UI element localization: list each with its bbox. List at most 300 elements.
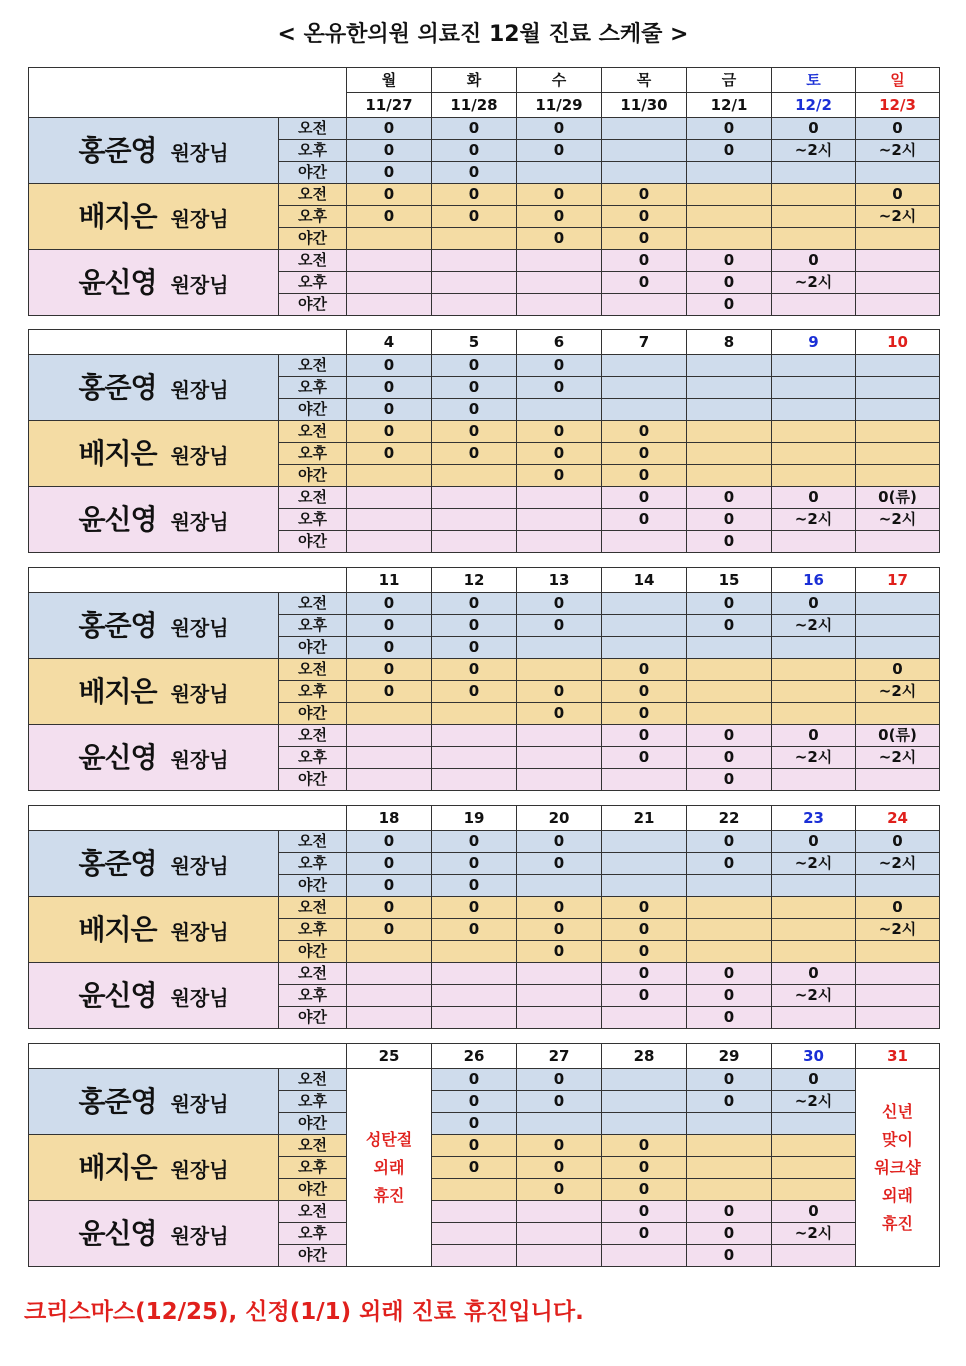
header-blank bbox=[29, 806, 347, 831]
schedule-cell bbox=[517, 1201, 602, 1223]
schedule-cell: 0 bbox=[517, 206, 602, 228]
schedule-cell bbox=[772, 443, 856, 465]
date-label: 17 bbox=[856, 568, 940, 593]
schedule-cell bbox=[432, 487, 517, 509]
period-label-am: 오전 bbox=[279, 355, 347, 377]
schedule-cell: 0 bbox=[602, 443, 687, 465]
schedule-cell: 0 bbox=[687, 272, 772, 294]
schedule-cell bbox=[772, 465, 856, 487]
schedule-cell bbox=[347, 272, 432, 294]
schedule-cell bbox=[687, 184, 772, 206]
date-label: 31 bbox=[856, 1044, 940, 1069]
period-label-am: 오전 bbox=[279, 659, 347, 681]
schedule-cell: 0 bbox=[602, 1157, 687, 1179]
period-label-pm: 오후 bbox=[279, 206, 347, 228]
schedule-row-am bbox=[29, 659, 940, 681]
date-label: 4 bbox=[347, 330, 432, 355]
week-table-1 bbox=[28, 67, 940, 316]
period-label-pm: 오후 bbox=[279, 1091, 347, 1113]
schedule-cell bbox=[856, 250, 940, 272]
schedule-cell bbox=[602, 769, 687, 791]
schedule-cell: 0 bbox=[432, 377, 517, 399]
schedule-cell: 0 bbox=[347, 377, 432, 399]
doctor-title: 원장님 bbox=[170, 747, 229, 772]
schedule-cell bbox=[347, 985, 432, 1007]
doctor-cell bbox=[29, 1135, 279, 1201]
doctor-title: 원장님 bbox=[170, 681, 229, 706]
date-label: 12/1 bbox=[687, 93, 772, 118]
schedule-cell: 0 bbox=[432, 831, 517, 853]
schedule-cell bbox=[856, 443, 940, 465]
schedule-cell: 0 bbox=[347, 659, 432, 681]
date-label: 25 bbox=[347, 1044, 432, 1069]
doctor-name: 홍준영 bbox=[78, 608, 157, 642]
schedule-cell: 0 bbox=[432, 184, 517, 206]
schedule-cell bbox=[856, 593, 940, 615]
period-label-pm: 오후 bbox=[279, 509, 347, 531]
schedule-cell: 0 bbox=[687, 615, 772, 637]
doctor-name: 홍준영 bbox=[78, 370, 157, 404]
period-label-night: 야간 bbox=[279, 1113, 347, 1135]
doctor-name: 홍준영 bbox=[78, 1084, 157, 1118]
schedule-cell: ~2시 bbox=[856, 747, 940, 769]
period-label-pm: 오후 bbox=[279, 1157, 347, 1179]
schedule-cell bbox=[517, 985, 602, 1007]
schedule-cell: 0 bbox=[687, 1091, 772, 1113]
schedule-cell: 0 bbox=[517, 897, 602, 919]
schedule-cell: 0 bbox=[517, 465, 602, 487]
schedule-cell bbox=[772, 206, 856, 228]
schedule-cell bbox=[856, 399, 940, 421]
schedule-cell bbox=[856, 941, 940, 963]
period-label-night: 야간 bbox=[279, 1179, 347, 1201]
schedule-cell bbox=[432, 294, 517, 316]
schedule-cell bbox=[772, 531, 856, 553]
doctor-name: 윤신영 bbox=[78, 1216, 157, 1250]
schedule-cell bbox=[602, 593, 687, 615]
weekday-label: 토 bbox=[772, 68, 856, 93]
header-blank bbox=[29, 330, 347, 355]
doctor-title: 원장님 bbox=[170, 919, 229, 944]
schedule-cell bbox=[772, 184, 856, 206]
schedule-cell bbox=[432, 1201, 517, 1223]
schedule-cell: 0 bbox=[517, 1157, 602, 1179]
schedule-cell bbox=[432, 963, 517, 985]
schedule-cell bbox=[687, 206, 772, 228]
schedule-cell bbox=[602, 1091, 687, 1113]
schedule-cell: 0 bbox=[347, 399, 432, 421]
schedule-cell bbox=[432, 1223, 517, 1245]
schedule-row-am bbox=[29, 184, 940, 206]
schedule-cell: 0 bbox=[602, 1179, 687, 1201]
doctor-cell bbox=[29, 725, 279, 791]
doctor-name: 배지은 bbox=[78, 674, 157, 708]
schedule-cell: 0 bbox=[347, 897, 432, 919]
schedule-cell bbox=[772, 1007, 856, 1029]
period-label-pm: 오후 bbox=[279, 919, 347, 941]
date-label: 26 bbox=[432, 1044, 517, 1069]
schedule-cell bbox=[517, 1223, 602, 1245]
schedule-cell bbox=[347, 531, 432, 553]
schedule-cell: 0 bbox=[687, 1245, 772, 1267]
schedule-cell: ~2시 bbox=[856, 853, 940, 875]
schedule-cell: 0 bbox=[687, 250, 772, 272]
schedule-cell bbox=[856, 294, 940, 316]
period-label-night: 야간 bbox=[279, 875, 347, 897]
schedule-cell: 0 bbox=[687, 118, 772, 140]
schedule-cell: 0 bbox=[432, 355, 517, 377]
schedule-cell: 0 bbox=[687, 769, 772, 791]
schedule-cell bbox=[856, 531, 940, 553]
schedule-cell: 0 bbox=[517, 228, 602, 250]
doctor-name: 윤신영 bbox=[78, 265, 157, 299]
schedule-cell: 0 bbox=[517, 1179, 602, 1201]
period-label-am: 오전 bbox=[279, 118, 347, 140]
schedule-cell: 0 bbox=[687, 1223, 772, 1245]
schedule-cell: 0 bbox=[687, 140, 772, 162]
schedule-cell: 0 bbox=[687, 1201, 772, 1223]
schedule-cell: 0 bbox=[517, 941, 602, 963]
doctor-name: 배지은 bbox=[78, 912, 157, 946]
schedule-cell bbox=[772, 919, 856, 941]
schedule-cell bbox=[856, 355, 940, 377]
doctor-cell bbox=[29, 659, 279, 725]
weekday-header-row bbox=[29, 68, 940, 93]
weekday-label: 일 bbox=[856, 68, 940, 93]
period-label-night: 야간 bbox=[279, 1245, 347, 1267]
schedule-cell bbox=[347, 250, 432, 272]
schedule-cell bbox=[687, 228, 772, 250]
schedule-cell: ~2시 bbox=[772, 1091, 856, 1113]
schedule-cell bbox=[772, 703, 856, 725]
schedule-cell bbox=[602, 615, 687, 637]
period-label-am: 오전 bbox=[279, 593, 347, 615]
date-label: 11/28 bbox=[432, 93, 517, 118]
schedule-cell bbox=[602, 355, 687, 377]
schedule-cell: 0 bbox=[687, 831, 772, 853]
schedule-cell: 0 bbox=[432, 593, 517, 615]
schedule-cell: ~2시 bbox=[772, 140, 856, 162]
schedule-cell: 0 bbox=[432, 659, 517, 681]
schedule-cell: 0 bbox=[602, 421, 687, 443]
schedule-cell: 0 bbox=[602, 1223, 687, 1245]
schedule-cell: 0 bbox=[517, 919, 602, 941]
period-label-night: 야간 bbox=[279, 531, 347, 553]
period-label-am: 오전 bbox=[279, 897, 347, 919]
header-blank bbox=[29, 568, 347, 593]
date-header-row bbox=[29, 1044, 940, 1069]
schedule-cell bbox=[687, 162, 772, 184]
schedule-cell bbox=[602, 140, 687, 162]
schedule-cell: 0 bbox=[772, 1201, 856, 1223]
schedule-cell: 0 bbox=[772, 1069, 856, 1091]
schedule-cell bbox=[432, 1179, 517, 1201]
schedule-cell: 0 bbox=[347, 206, 432, 228]
schedule-cell bbox=[602, 853, 687, 875]
period-label-am: 오전 bbox=[279, 1201, 347, 1223]
schedule-cell: 0(류) bbox=[856, 725, 940, 747]
schedule-cell bbox=[517, 162, 602, 184]
schedule-cell bbox=[856, 421, 940, 443]
schedule-cell bbox=[347, 941, 432, 963]
schedule-cell bbox=[602, 831, 687, 853]
schedule-cell bbox=[432, 1007, 517, 1029]
schedule-row-am bbox=[29, 1135, 940, 1157]
schedule-cell bbox=[687, 637, 772, 659]
period-label-night: 야간 bbox=[279, 769, 347, 791]
schedule-cell bbox=[602, 1113, 687, 1135]
schedule-cell: ~2시 bbox=[856, 919, 940, 941]
schedule-cell: 0 bbox=[687, 1069, 772, 1091]
schedule-cell: 0 bbox=[602, 747, 687, 769]
schedule-cell: 0 bbox=[432, 1113, 517, 1135]
schedule-row-am bbox=[29, 897, 940, 919]
schedule-cell bbox=[517, 272, 602, 294]
schedule-cell bbox=[687, 421, 772, 443]
schedule-cell: 0 bbox=[517, 184, 602, 206]
schedule-cell bbox=[432, 747, 517, 769]
schedule-cell bbox=[517, 747, 602, 769]
date-label: 20 bbox=[517, 806, 602, 831]
period-label-pm: 오후 bbox=[279, 615, 347, 637]
date-label: 28 bbox=[602, 1044, 687, 1069]
schedule-cell: 0 bbox=[432, 1157, 517, 1179]
date-label: 12/2 bbox=[772, 93, 856, 118]
schedule-cell bbox=[432, 228, 517, 250]
schedule-cell bbox=[602, 1069, 687, 1091]
schedule-cell: 0 bbox=[602, 985, 687, 1007]
schedule-row-am bbox=[29, 421, 940, 443]
schedule-cell: 0 bbox=[347, 637, 432, 659]
date-label: 5 bbox=[432, 330, 517, 355]
schedule-cell bbox=[432, 703, 517, 725]
schedule-cell bbox=[347, 487, 432, 509]
schedule-cell bbox=[347, 228, 432, 250]
doctor-cell bbox=[29, 355, 279, 421]
schedule-cell: 0 bbox=[772, 250, 856, 272]
schedule-cell: 0 bbox=[517, 1069, 602, 1091]
schedule-cell bbox=[687, 377, 772, 399]
period-label-night: 야간 bbox=[279, 703, 347, 725]
schedule-cell bbox=[517, 659, 602, 681]
doctor-cell bbox=[29, 897, 279, 963]
doctor-name: 윤신영 bbox=[78, 502, 157, 536]
schedule-row-am bbox=[29, 593, 940, 615]
schedule-cell: 0 bbox=[432, 637, 517, 659]
schedule-row-am bbox=[29, 1069, 940, 1091]
schedule-cell: ~2시 bbox=[772, 615, 856, 637]
schedule-cell bbox=[772, 162, 856, 184]
period-label-pm: 오후 bbox=[279, 443, 347, 465]
schedule-cell: 0 bbox=[517, 681, 602, 703]
schedule-cell bbox=[347, 725, 432, 747]
schedule-cell bbox=[856, 615, 940, 637]
schedule-cell bbox=[772, 941, 856, 963]
period-label-night: 야간 bbox=[279, 465, 347, 487]
schedule-cell: 0 bbox=[432, 615, 517, 637]
period-label-pm: 오후 bbox=[279, 985, 347, 1007]
period-label-pm: 오후 bbox=[279, 747, 347, 769]
date-header-row bbox=[29, 568, 940, 593]
schedule-cell: 0 bbox=[432, 118, 517, 140]
schedule-cell bbox=[517, 875, 602, 897]
schedule-cell bbox=[772, 399, 856, 421]
weekday-label: 목 bbox=[602, 68, 687, 93]
doctor-name: 배지은 bbox=[78, 1150, 157, 1184]
schedule-cell: 0 bbox=[517, 443, 602, 465]
schedule-cell bbox=[347, 769, 432, 791]
weekday-label: 월 bbox=[347, 68, 432, 93]
schedule-cell bbox=[602, 377, 687, 399]
schedule-cell: 0 bbox=[772, 487, 856, 509]
schedule-cell bbox=[347, 703, 432, 725]
schedule-cell bbox=[856, 465, 940, 487]
schedule-cell: 0 bbox=[602, 725, 687, 747]
schedule-cell bbox=[687, 399, 772, 421]
schedule-cell: 0 bbox=[432, 875, 517, 897]
schedule-cell: 0 bbox=[687, 509, 772, 531]
date-label: 12 bbox=[432, 568, 517, 593]
period-label-night: 야간 bbox=[279, 162, 347, 184]
date-label: 9 bbox=[772, 330, 856, 355]
date-label: 11/29 bbox=[517, 93, 602, 118]
schedule-cell: 0 bbox=[772, 118, 856, 140]
schedule-cell: 0 bbox=[347, 162, 432, 184]
date-label: 10 bbox=[856, 330, 940, 355]
schedule-cell: 0 bbox=[432, 919, 517, 941]
doctor-title: 원장님 bbox=[170, 615, 229, 640]
doctor-title: 원장님 bbox=[170, 443, 229, 468]
schedule-cell: 0 bbox=[432, 1069, 517, 1091]
period-label-am: 오전 bbox=[279, 250, 347, 272]
schedule-cell bbox=[517, 1007, 602, 1029]
schedule-cell: 0 bbox=[432, 421, 517, 443]
schedule-cell bbox=[517, 963, 602, 985]
week-table-5 bbox=[28, 1043, 940, 1267]
schedule-cell: 0 bbox=[517, 140, 602, 162]
doctor-title: 원장님 bbox=[170, 509, 229, 534]
schedule-row-am bbox=[29, 250, 940, 272]
schedule-cell: 0 bbox=[602, 184, 687, 206]
schedule-cell: 0 bbox=[856, 831, 940, 853]
schedule-cell: 0 bbox=[347, 593, 432, 615]
schedule-cell: 0 bbox=[517, 355, 602, 377]
schedule-cell bbox=[517, 250, 602, 272]
date-header-row bbox=[29, 806, 940, 831]
schedule-cell bbox=[687, 1157, 772, 1179]
date-label: 27 bbox=[517, 1044, 602, 1069]
schedule-cell bbox=[517, 531, 602, 553]
schedule-cell: 0 bbox=[432, 443, 517, 465]
schedule-row-am bbox=[29, 831, 940, 853]
date-label: 13 bbox=[517, 568, 602, 593]
schedule-cell bbox=[687, 703, 772, 725]
schedule-cell: 0 bbox=[602, 681, 687, 703]
doctor-title: 원장님 bbox=[170, 377, 229, 402]
schedule-cell bbox=[602, 531, 687, 553]
schedule-cell bbox=[687, 941, 772, 963]
schedule-cell bbox=[772, 421, 856, 443]
schedule-cell bbox=[856, 377, 940, 399]
schedule-cell bbox=[517, 399, 602, 421]
doctor-cell bbox=[29, 421, 279, 487]
schedule-cell: 0 bbox=[517, 1135, 602, 1157]
schedule-cell: ~2시 bbox=[772, 1223, 856, 1245]
schedule-cell: ~2시 bbox=[856, 681, 940, 703]
weekday-label: 화 bbox=[432, 68, 517, 93]
date-label: 16 bbox=[772, 568, 856, 593]
schedule-cell: 0 bbox=[432, 1135, 517, 1157]
week-table-2 bbox=[28, 329, 940, 553]
schedule-cell: 0 bbox=[687, 747, 772, 769]
doctor-name: 윤신영 bbox=[78, 978, 157, 1012]
date-label: 18 bbox=[347, 806, 432, 831]
date-label: 7 bbox=[602, 330, 687, 355]
doctor-name: 윤신영 bbox=[78, 740, 157, 774]
doctor-title: 원장님 bbox=[170, 1157, 229, 1182]
period-label-am: 오전 bbox=[279, 487, 347, 509]
schedule-cell bbox=[772, 897, 856, 919]
page-title: < 온유한의원 의료진 12월 진료 스케줄 > bbox=[277, 22, 689, 47]
date-label: 11/27 bbox=[347, 93, 432, 118]
schedule-cell bbox=[856, 985, 940, 1007]
schedule-cell bbox=[602, 1007, 687, 1029]
schedule-cell bbox=[687, 443, 772, 465]
schedule-cell bbox=[856, 272, 940, 294]
schedule-cell bbox=[772, 377, 856, 399]
date-label: 23 bbox=[772, 806, 856, 831]
schedule-cell: ~2시 bbox=[772, 853, 856, 875]
schedule-cell bbox=[772, 875, 856, 897]
schedule-cell: 0 bbox=[432, 140, 517, 162]
period-label-am: 오전 bbox=[279, 725, 347, 747]
doctor-name: 배지은 bbox=[78, 436, 157, 470]
date-label: 6 bbox=[517, 330, 602, 355]
schedule-cell: 0 bbox=[347, 831, 432, 853]
schedule-cell bbox=[687, 1113, 772, 1135]
schedule-cell: 0 bbox=[432, 399, 517, 421]
period-label-night: 야간 bbox=[279, 941, 347, 963]
schedule-cell: 0 bbox=[347, 140, 432, 162]
doctor-title: 원장님 bbox=[170, 206, 229, 231]
date-label: 8 bbox=[687, 330, 772, 355]
schedule-cell: ~2시 bbox=[856, 509, 940, 531]
schedule-cell: 0 bbox=[432, 1091, 517, 1113]
schedule-cell: 0 bbox=[856, 897, 940, 919]
doctor-cell bbox=[29, 831, 279, 897]
doctor-cell bbox=[29, 184, 279, 250]
schedule-cell bbox=[687, 465, 772, 487]
period-label-am: 오전 bbox=[279, 1069, 347, 1091]
schedule-cell bbox=[772, 637, 856, 659]
schedule-cell: 0 bbox=[687, 963, 772, 985]
schedule-cell bbox=[687, 875, 772, 897]
period-label-am: 오전 bbox=[279, 421, 347, 443]
header-blank bbox=[29, 68, 347, 118]
schedule-cell: 0 bbox=[602, 703, 687, 725]
schedule-cell bbox=[772, 228, 856, 250]
schedule-cell bbox=[687, 681, 772, 703]
schedule-cell: 0 bbox=[347, 853, 432, 875]
schedule-cell bbox=[517, 294, 602, 316]
period-label-am: 오전 bbox=[279, 184, 347, 206]
schedule-cell bbox=[772, 1157, 856, 1179]
date-label: 12/3 bbox=[856, 93, 940, 118]
schedule-cell bbox=[347, 747, 432, 769]
schedule-cell bbox=[602, 1245, 687, 1267]
schedule-row-am bbox=[29, 487, 940, 509]
schedule-cell: 0 bbox=[602, 919, 687, 941]
